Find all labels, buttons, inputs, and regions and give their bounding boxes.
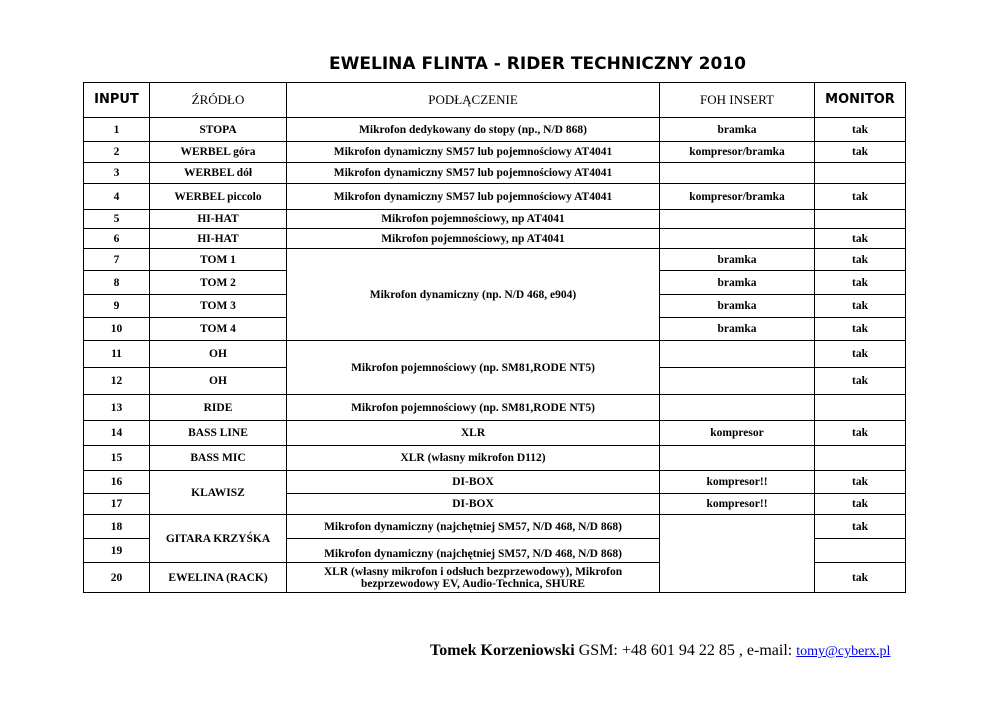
header-monitor: MONITOR bbox=[815, 83, 906, 118]
cell-zrodlo: OH bbox=[150, 368, 287, 395]
table-header-row bbox=[84, 83, 906, 118]
cell-monitor: tak bbox=[815, 295, 906, 318]
cell-podlaczenie: Mikrofon dynamiczny SM57 lub pojemnościowy AT4041 bbox=[287, 163, 660, 184]
cell-monitor: tak bbox=[815, 421, 906, 446]
cell-podlaczenie bbox=[287, 563, 660, 593]
cell-zrodlo: TOM 1 bbox=[150, 249, 287, 271]
header-podlaczenie: PODŁĄCZENIE bbox=[287, 83, 660, 118]
cell-podlaczenie: Mikrofon pojemnościowy, np AT4041 bbox=[287, 210, 660, 229]
cell-foh: bramka bbox=[660, 295, 815, 318]
cell-foh: bramka bbox=[660, 118, 815, 142]
contact-name: Tomek Korzeniowski bbox=[430, 642, 575, 659]
rider-table bbox=[83, 82, 906, 593]
cell-foh bbox=[660, 341, 815, 368]
cell-monitor: tak bbox=[815, 271, 906, 295]
header-foh-insert: FOH INSERT bbox=[660, 83, 815, 118]
table-row bbox=[84, 210, 906, 229]
cell-input: 20 bbox=[84, 563, 150, 593]
table-row bbox=[84, 471, 906, 494]
cell-input: 14 bbox=[84, 421, 150, 446]
cell-zrodlo: TOM 3 bbox=[150, 295, 287, 318]
cell-podlaczenie-line2: bezprzewodowy EV, Audio-Technica, SHURE bbox=[361, 577, 585, 590]
cell-monitor: tak bbox=[815, 142, 906, 163]
header-input: INPUT bbox=[84, 83, 150, 118]
cell-podlaczenie: Mikrofon dynamiczny (najchętniej SM57, N/D 468, N/D 868) bbox=[287, 539, 660, 563]
cell-zrodlo: HI-HAT bbox=[150, 210, 287, 229]
cell-input: 15 bbox=[84, 446, 150, 471]
cell-foh bbox=[660, 210, 815, 229]
cell-foh: kompresor!! bbox=[660, 471, 815, 494]
cell-input: 17 bbox=[84, 494, 150, 515]
cell-input: 10 bbox=[84, 318, 150, 341]
cell-podlaczenie: Mikrofon dynamiczny (najchętniej SM57, N/D 468, N/D 868) bbox=[287, 515, 660, 539]
cell-podlaczenie: Mikrofon dynamiczny SM57 lub pojemnościowy AT4041 bbox=[287, 142, 660, 163]
cell-podlaczenie: DI-BOX bbox=[287, 471, 660, 494]
table-row bbox=[84, 249, 906, 271]
table-row bbox=[84, 229, 906, 249]
cell-foh: kompresor!! bbox=[660, 494, 815, 515]
cell-input: 11 bbox=[84, 341, 150, 368]
cell-foh: bramka bbox=[660, 249, 815, 271]
cell-zrodlo: HI-HAT bbox=[150, 229, 287, 249]
contact-phone: GSM: +48 601 94 22 85 , e-mail: bbox=[578, 642, 793, 659]
cell-foh bbox=[660, 163, 815, 184]
cell-monitor: tak bbox=[815, 494, 906, 515]
table-row bbox=[84, 341, 906, 368]
cell-foh bbox=[660, 515, 815, 593]
cell-zrodlo: KLAWISZ bbox=[150, 471, 287, 515]
cell-podlaczenie: Mikrofon dynamiczny SM57 lub pojemnościowy AT4041 bbox=[287, 184, 660, 210]
table-row bbox=[84, 118, 906, 142]
cell-foh: kompresor bbox=[660, 421, 815, 446]
contact-footer bbox=[430, 642, 890, 660]
cell-foh bbox=[660, 368, 815, 395]
cell-input: 8 bbox=[84, 271, 150, 295]
email-link[interactable]: tomy@cyberx.pl bbox=[796, 644, 891, 659]
cell-monitor bbox=[815, 446, 906, 471]
table-row bbox=[84, 163, 906, 184]
cell-zrodlo: EWELINA (RACK) bbox=[150, 563, 287, 593]
cell-zrodlo: WERBEL góra bbox=[150, 142, 287, 163]
cell-foh bbox=[660, 446, 815, 471]
cell-input: 2 bbox=[84, 142, 150, 163]
cell-podlaczenie: Mikrofon pojemnościowy (np. SM81,RODE NT5) bbox=[287, 395, 660, 421]
cell-input: 18 bbox=[84, 515, 150, 539]
header-zrodlo: ŹRÓDŁO bbox=[150, 83, 287, 118]
cell-monitor: tak bbox=[815, 471, 906, 494]
cell-monitor: tak bbox=[815, 184, 906, 210]
cell-input: 3 bbox=[84, 163, 150, 184]
cell-zrodlo: TOM 4 bbox=[150, 318, 287, 341]
cell-monitor bbox=[815, 539, 906, 563]
table-row bbox=[84, 446, 906, 471]
cell-podlaczenie: Mikrofon dedykowany do stopy (np., N/D 868) bbox=[287, 118, 660, 142]
cell-monitor: tak bbox=[815, 341, 906, 368]
table-row bbox=[84, 395, 906, 421]
table-row bbox=[84, 515, 906, 539]
cell-input: 13 bbox=[84, 395, 150, 421]
cell-monitor: tak bbox=[815, 368, 906, 395]
cell-input: 1 bbox=[84, 118, 150, 142]
cell-foh: bramka bbox=[660, 271, 815, 295]
cell-podlaczenie-line1: XLR (własny mikrofon i odsłuch bezprzewodowy), Mikrofon bbox=[323, 565, 623, 578]
cell-zrodlo: OH bbox=[150, 341, 287, 368]
cell-monitor: tak bbox=[815, 563, 906, 593]
cell-foh bbox=[660, 395, 815, 421]
table-row bbox=[84, 184, 906, 210]
cell-podlaczenie: XLR bbox=[287, 421, 660, 446]
cell-zrodlo: BASS MIC bbox=[150, 446, 287, 471]
cell-input: 7 bbox=[84, 249, 150, 271]
cell-foh: kompresor/bramka bbox=[660, 184, 815, 210]
cell-foh: bramka bbox=[660, 318, 815, 341]
cell-monitor: tak bbox=[815, 249, 906, 271]
cell-input: 5 bbox=[84, 210, 150, 229]
cell-podlaczenie: Mikrofon pojemnościowy (np. SM81,RODE NT5) bbox=[287, 341, 660, 395]
cell-input: 4 bbox=[84, 184, 150, 210]
table-row bbox=[84, 421, 906, 446]
cell-zrodlo: TOM 2 bbox=[150, 271, 287, 295]
cell-podlaczenie: XLR (własny mikrofon D112) bbox=[287, 446, 660, 471]
cell-podlaczenie: Mikrofon dynamiczny (np. N/D 468, e904) bbox=[287, 249, 660, 341]
cell-monitor: tak bbox=[815, 318, 906, 341]
cell-zrodlo: WERBEL dół bbox=[150, 163, 287, 184]
document-title: EWELINA FLINTA - RIDER TECHNICZNY 2010 bbox=[329, 54, 746, 74]
cell-input: 16 bbox=[84, 471, 150, 494]
cell-monitor: tak bbox=[815, 515, 906, 539]
cell-zrodlo: GITARA KRZYŚKA bbox=[150, 515, 287, 563]
cell-monitor bbox=[815, 395, 906, 421]
cell-podlaczenie: DI-BOX bbox=[287, 494, 660, 515]
cell-monitor: tak bbox=[815, 118, 906, 142]
cell-input: 19 bbox=[84, 539, 150, 563]
cell-podlaczenie: Mikrofon pojemnościowy, np AT4041 bbox=[287, 229, 660, 249]
cell-monitor bbox=[815, 210, 906, 229]
cell-zrodlo: WERBEL piccolo bbox=[150, 184, 287, 210]
cell-foh bbox=[660, 229, 815, 249]
cell-input: 6 bbox=[84, 229, 150, 249]
cell-input: 9 bbox=[84, 295, 150, 318]
cell-zrodlo: RIDE bbox=[150, 395, 287, 421]
cell-foh: kompresor/bramka bbox=[660, 142, 815, 163]
cell-zrodlo: BASS LINE bbox=[150, 421, 287, 446]
table-row bbox=[84, 142, 906, 163]
cell-zrodlo: STOPA bbox=[150, 118, 287, 142]
cell-monitor: tak bbox=[815, 229, 906, 249]
cell-monitor bbox=[815, 163, 906, 184]
cell-input: 12 bbox=[84, 368, 150, 395]
